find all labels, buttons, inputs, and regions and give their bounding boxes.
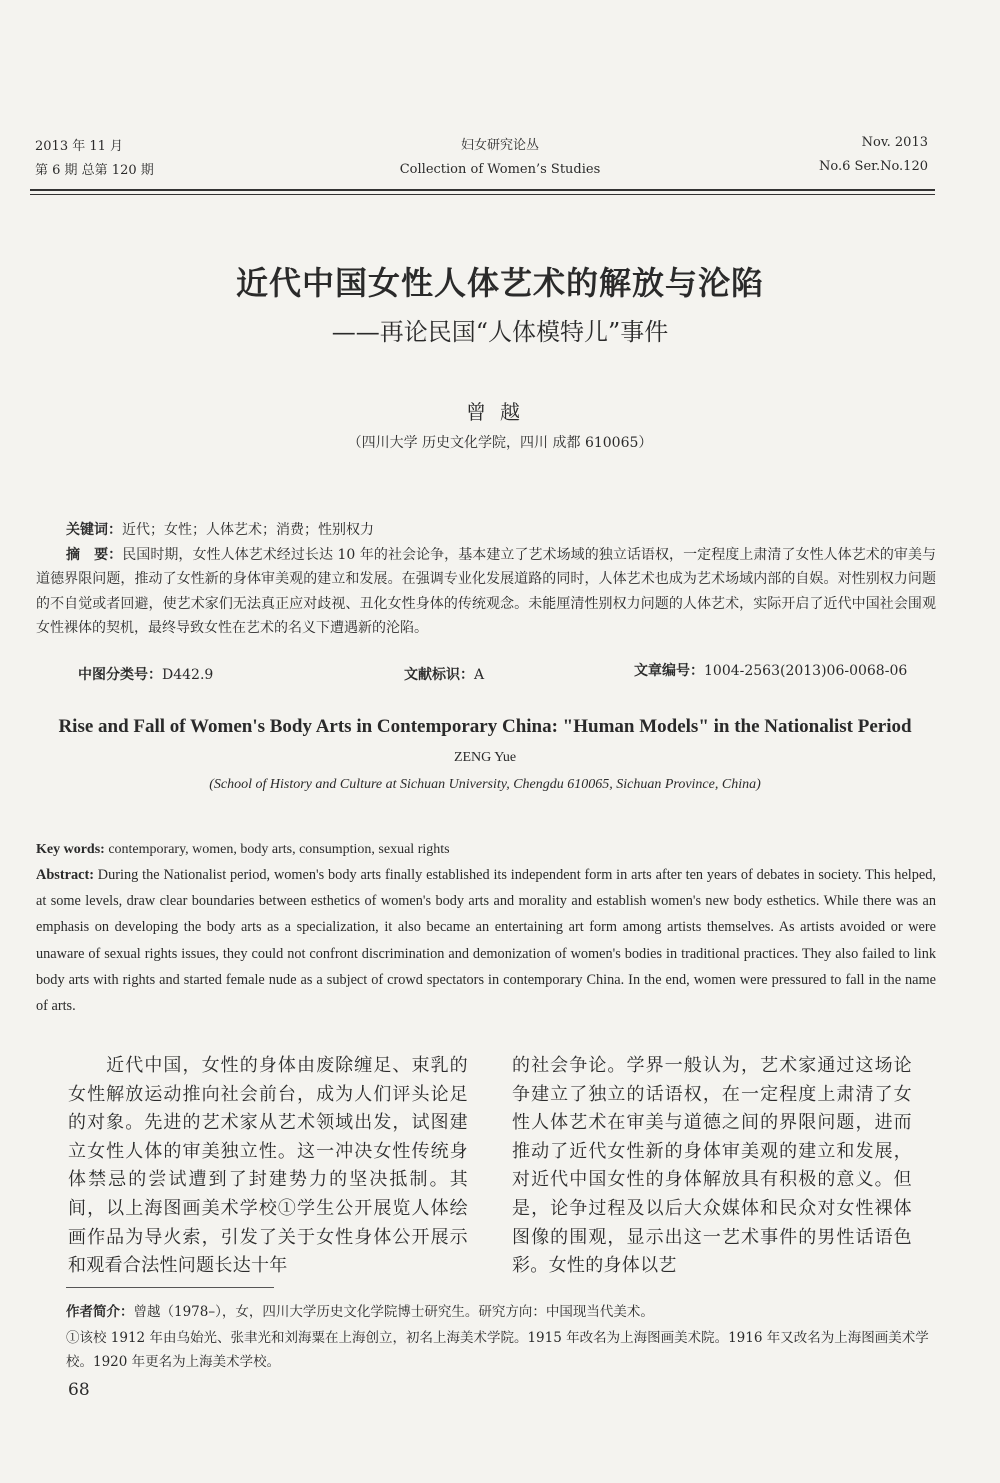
clc-label: 中图分类号：	[78, 667, 162, 683]
keywords-cn	[66, 519, 374, 539]
keywords-value-en: contemporary, women, body arts, consumption, sexual rights	[104, 842, 450, 857]
abstract-text-cn: 民国时期，女性人体艺术经过长达 10 年的社会论争，基本建立了艺术场域的独立话语权，一定程度上肃清了女性人体艺术的审美与道德界限问题，推动了女性新的身体审美观的建立和发展。在强调专业化发展道路的同时，人体艺术也成为艺术场域内部的自娱。对性别权力问题的不自觉或者回避，使艺术家们无法真正应对歧视、丑化女性身体的传统观念。未能厘清性别权力问题的人体艺术，实际开启了近代中国社会围观女性裸体的契机，最终导致女性在艺术的名义下遭遇新的沦陷。	[36, 547, 936, 637]
footnote-divider	[66, 1287, 274, 1288]
keywords-value-cn: 近代；女性；人体艺术；消费；性别权力	[122, 522, 374, 538]
abstract-en	[36, 862, 936, 1019]
header-date-cn: 2013 年 11 月	[35, 139, 124, 154]
article-title-cn: 近代中国女性人体艺术的解放与沦陷	[235, 264, 764, 302]
document-code	[404, 664, 484, 684]
abstract-label-cn: 摘 要：	[66, 547, 123, 563]
page-number: 68	[68, 1380, 90, 1400]
doc-value: A	[474, 667, 485, 683]
affiliation-en: (School of History and Culture at Sichuan University, Chengdu 610065, Sichuan Province, China)	[209, 777, 761, 792]
author-name-cn: 曾越	[466, 400, 534, 424]
header-rule-thick	[30, 189, 935, 191]
keywords-label-en: Key words:	[36, 842, 105, 857]
body-column-right: 的社会争论。学界一般认为，艺术家通过这场论争建立了独立的话语权，在一定程度上肃清了女性人体艺术在审美与道德之间的界限问题，进而推动了近代女性新的身体审美观的建立和发展，对近代中国女性的身体解放具有积极的意义。但是，论争过程及以后大众媒体和民众对女性裸体图像的围观，显示出这一艺术事件的男性话语色彩。女性的身体以艺	[512, 1055, 912, 1277]
abstract-label-en: Abstract:	[36, 867, 94, 883]
header-right	[819, 131, 928, 179]
abstract-cn	[36, 543, 936, 641]
header-issue-en: No.6 Ser.No.120	[819, 159, 928, 174]
header-center	[300, 134, 700, 182]
footnote-author	[66, 1300, 946, 1324]
article-subtitle-cn: ——再论民国“人体模特儿”事件	[331, 318, 669, 346]
header-left	[35, 135, 154, 183]
keywords-en	[36, 842, 450, 858]
footnote-author-text: 曾越（1978–），女，四川大学历史文化学院博士研究生。研究方向：中国现当代美术。	[133, 1304, 654, 1320]
journal-name-cn: 妇女研究论丛	[460, 138, 539, 153]
art-value: 1004-2563(2013)06-0068-06	[704, 663, 908, 679]
article-number	[634, 660, 907, 680]
affiliation-cn: （四川大学 历史文化学院，四川 成都 610065）	[347, 435, 653, 451]
classification-number	[78, 664, 213, 684]
footnote-author-label: 作者简介：	[66, 1304, 134, 1320]
journal-name-en: Collection of Women’s Studies	[399, 162, 601, 177]
art-label: 文章编号：	[634, 663, 704, 679]
author-name-en: ZENG Yue	[453, 750, 517, 765]
clc-value: D442.9	[162, 667, 214, 683]
abstract-text-en: During the Nationalist period, women's body arts finally established its independent form in arts after ten years of debates in society. This helped, at some levels, draw clear boundaries between esthetics of women's body arts and morality and establish women's new body esthetics. While there was an emphasis on developing the body arts as a specialization, it also became an entertaining art form among artists themselves. As artists avoided or were unaware of sexual rights issues, they could not confront discrimination and demonization of women's bodies in traditional practices. They also failed to link body arts with rights and started female nude as a subject of crowd spectators in contemporary China. In the end, women were pressured to fall in the name of arts.	[36, 867, 936, 1015]
header-issue-cn: 第 6 期 总第 120 期	[35, 163, 154, 178]
footnote-1: ①该校 1912 年由乌始光、张聿光和刘海粟在上海创立，初名上海美术学院。1915 年改名为上海图画美术院。1916 年又改名为上海图画美术学校。1920 年更名为上海美术学校。	[66, 1330, 929, 1370]
doc-label: 文献标识：	[404, 667, 474, 683]
header-rule-thin	[30, 194, 935, 195]
article-title-en: Rise and Fall of Women's Body Arts in Contemporary China: "Human Models" in the Nationalist Period	[58, 716, 912, 737]
body-column-left: 近代中国，女性的身体由废除缠足、束乳的女性解放运动推向社会前台，成为人们评头论足的对象。先进的艺术家从艺术领域出发，试图建立女性人体的审美独立性。这一冲决女性传统身体禁忌的尝试遭到了封建势力的坚决抵制。其间，以上海图画美术学校①学生公开展览人体绘画作品为导火索，引发了关于女性身体公开展示和观看合法性问题长达十年	[68, 1055, 468, 1277]
header-date-en: Nov. 2013	[861, 135, 928, 150]
keywords-label-cn: 关键词：	[66, 522, 122, 538]
